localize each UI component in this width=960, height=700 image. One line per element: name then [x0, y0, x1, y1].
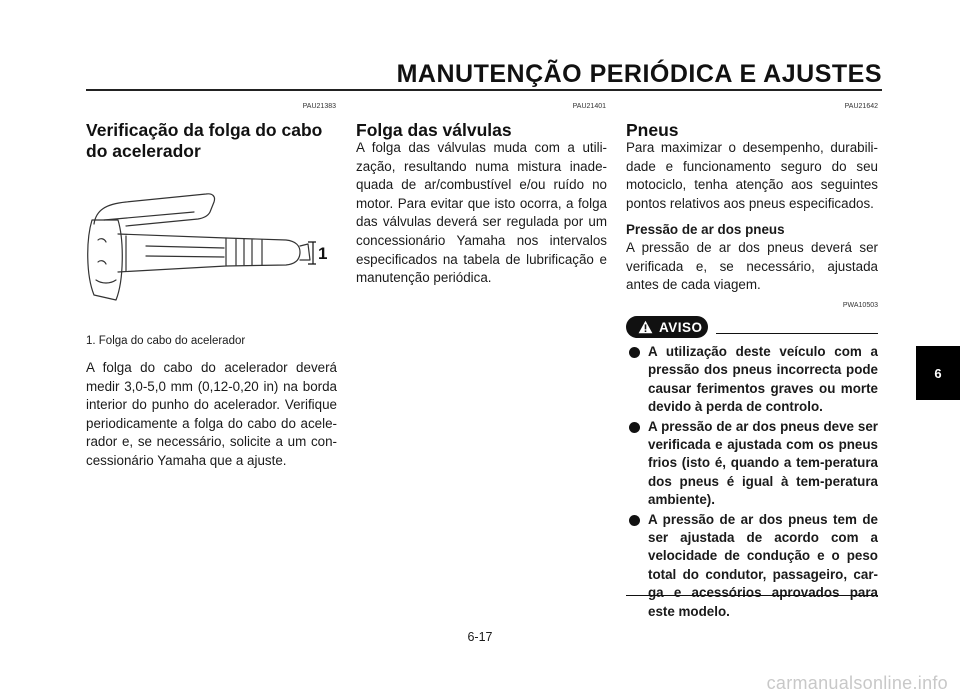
warning-item: [626, 511, 878, 621]
page-number: 6-17: [467, 630, 493, 644]
figure-callout-1: 1: [318, 244, 328, 263]
warning-bottom-rule: [626, 595, 878, 596]
bullet-icon: [629, 347, 640, 358]
warning-code: PWA10503: [842, 302, 878, 309]
warning-text: A pressão de ar dos pneus deve ser verificada e ajustada com os pneus frios (isto é, quando a tem-peratura dos pneus é igual à tem-peratura ambiente).: [648, 418, 878, 508]
header-divider: [86, 89, 882, 91]
aviso-badge: [626, 316, 708, 338]
warning-list: [626, 343, 878, 622]
aviso-label: AVISO: [659, 319, 703, 335]
middle-section-code: PAU21401: [572, 103, 606, 110]
page-header-title: MANUTENÇÃO PERIÓDICA E AJUSTES: [396, 60, 882, 88]
chapter-tab: 6: [916, 346, 960, 400]
right-body-text: Para maximizar o desempenho, durabili-dade e funcionamento seguro do seu motociclo, tenha atenção aos seguintes pontos relativos aos pneus especificados.: [626, 140, 878, 211]
bullet-icon: [629, 515, 640, 526]
aviso-rule: [716, 333, 878, 334]
warning-item: [626, 418, 878, 510]
bullet-icon: [629, 422, 640, 433]
tire-pressure-subtitle: Pressão de ar dos pneus: [626, 222, 785, 237]
left-section-title: Verificação da folga do cabo do acelerador: [86, 120, 323, 161]
throttle-grip-figure: [86, 180, 336, 305]
figure-caption: 1. Folga do cabo do acelerador: [86, 335, 246, 347]
watermark: carmanualsonline.info: [766, 673, 948, 693]
warning-text: A utilização deste veículo com a pressão dos pneus incorrecta pode causar ferimentos graves ou morte devido à perda de controlo.: [648, 344, 878, 415]
warning-triangle-icon: [638, 320, 653, 334]
left-section-code: PAU21383: [302, 103, 336, 110]
warning-item: [626, 343, 878, 417]
tire-pressure-text: A pressão de ar dos pneus deverá ser verificada e, se necessário, ajustada antes de cada viagem.: [626, 240, 878, 293]
middle-section-title: Folga das válvulas: [356, 120, 512, 140]
right-section-title: Pneus: [626, 120, 679, 140]
right-section-code: PAU21642: [844, 103, 878, 110]
warning-text: A pressão de ar dos pneus tem de ser ajustada de acordo com a velocidade de condução e o peso total do condutor, passageiro, car-ga e acessórios aprovados para este modelo.: [648, 511, 878, 619]
middle-body-text: A folga das válvulas muda com a utili-zação, resultando numa mistura inade-quada de ar/combustível e/ou ruído no motor. Para evitar que isto ocorra, a folga das válvulas deverá ser regulada por um concessionário Yamaha nos intervalos especificados na tabela de lubrificação e manutenção periódica.: [356, 140, 607, 286]
left-body-text: A folga do cabo do acelerador deverá medir 3,0-5,0 mm (0,12-0,20 in) na borda interior do punho do acelerador. Verifique periodicamente a folga do cabo do acele-rador e, se necessário, solicite a um con-cessionário Yamaha que a ajuste.: [86, 360, 337, 468]
